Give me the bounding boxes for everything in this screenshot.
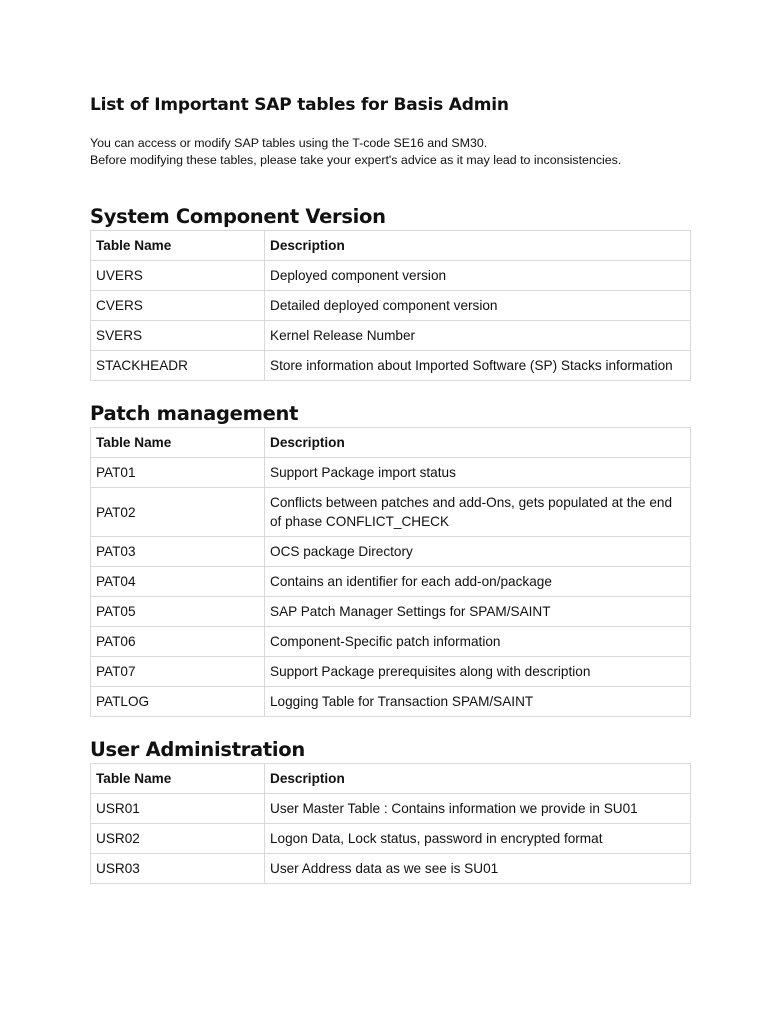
column-header-description: Description (265, 231, 691, 261)
table-row (91, 537, 691, 567)
description-cell: Support Package import status (265, 458, 691, 488)
table-name-cell: USR03 (91, 854, 265, 884)
description-cell: SAP Patch Manager Settings for SPAM/SAINT (265, 597, 691, 627)
section-title-user-administration: User Administration (90, 738, 305, 761)
table-name-cell: SVERS (91, 321, 265, 351)
table-name-cell: USR02 (91, 824, 265, 854)
table-name-cell: PATLOG (91, 687, 265, 717)
description-cell: Logging Table for Transaction SPAM/SAINT (265, 687, 691, 717)
table-row (91, 458, 691, 488)
table-name-cell: PAT03 (91, 537, 265, 567)
section-title-system-component-version: System Component Version (90, 205, 386, 228)
table-name-cell: CVERS (91, 291, 265, 321)
table-header-row (91, 428, 691, 458)
description-cell: Component-Specific patch information (265, 627, 691, 657)
intro-line: You can access or modify SAP tables using the T-code SE16 and SM30. (90, 136, 488, 150)
table-name-cell: PAT07 (91, 657, 265, 687)
table-patch-management (90, 427, 691, 717)
description-cell: User Master Table : Contains information we provide in SU01 (265, 794, 691, 824)
table-row (91, 261, 691, 291)
description-cell: Detailed deployed component version (265, 291, 691, 321)
table-row (91, 597, 691, 627)
column-header-table-name: Table Name (91, 428, 265, 458)
column-header-table-name: Table Name (91, 231, 265, 261)
description-cell: Contains an identifier for each add-on/package (265, 567, 691, 597)
description-cell: Kernel Release Number (265, 321, 691, 351)
table-name-cell: PAT06 (91, 627, 265, 657)
column-header-description: Description (265, 428, 691, 458)
intro-line: Before modifying these tables, please take your expert's advice as it may lead to inconsistencies. (90, 152, 622, 167)
table-row (91, 291, 691, 321)
table-header-row (91, 231, 691, 261)
table-name-cell: STACKHEADR (91, 351, 265, 381)
column-header-description: Description (265, 764, 691, 794)
description-cell: Logon Data, Lock status, password in encrypted format (265, 824, 691, 854)
description-cell: OCS package Directory (265, 537, 691, 567)
description-cell: User Address data as we see is SU01 (265, 854, 691, 884)
table-row (91, 351, 691, 381)
table-name-cell: UVERS (91, 261, 265, 291)
table-system-component-version (90, 230, 691, 381)
table-row (91, 488, 691, 537)
description-cell: Support Package prerequisites along with description (265, 657, 691, 687)
column-header-table-name: Table Name (91, 764, 265, 794)
table-name-cell: USR01 (91, 794, 265, 824)
table-row (91, 627, 691, 657)
description-cell: Deployed component version (265, 261, 691, 291)
intro-text (90, 135, 690, 168)
table-user-administration (90, 763, 691, 884)
table-name-cell: PAT05 (91, 597, 265, 627)
table-name-cell: PAT04 (91, 567, 265, 597)
table-row (91, 824, 691, 854)
section-title-patch-management: Patch management (90, 402, 299, 425)
table-row (91, 567, 691, 597)
description-cell: Store information about Imported Software (SP) Stacks information (265, 351, 691, 381)
table-name-cell: PAT01 (91, 458, 265, 488)
table-name-cell: PAT02 (91, 488, 265, 537)
table-row (91, 321, 691, 351)
table-row (91, 794, 691, 824)
description-cell: Conflicts between patches and add-Ons, gets populated at the end of phase CONFLICT_CHECK (265, 488, 691, 537)
document-page (90, 93, 690, 884)
table-header-row (91, 764, 691, 794)
document-title: List of Important SAP tables for Basis Admin (90, 95, 509, 115)
table-row (91, 854, 691, 884)
table-row (91, 657, 691, 687)
table-row (91, 687, 691, 717)
